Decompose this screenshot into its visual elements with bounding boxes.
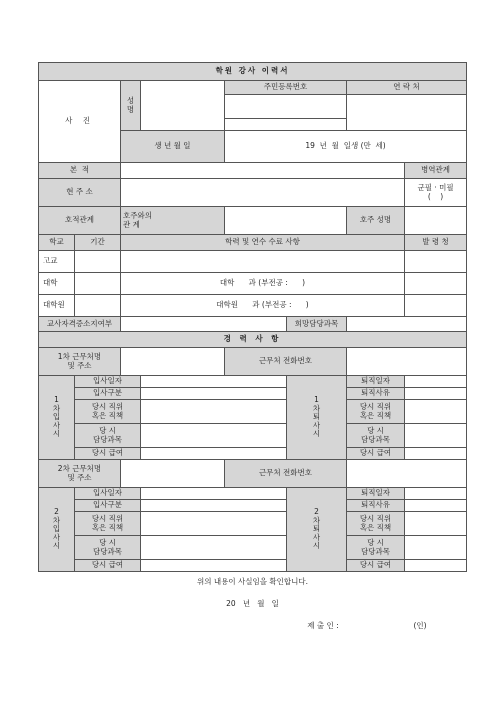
address-field[interactable] (121, 179, 405, 207)
family-label: 호적관계 (39, 207, 121, 235)
leave-row-label: 당시 급여 (347, 560, 405, 572)
seal-mark: (인) (413, 621, 427, 631)
phone-field[interactable] (347, 460, 467, 488)
edu-period-field[interactable] (75, 295, 121, 317)
leave-row-label: 당 시 담당과목 (347, 536, 405, 560)
name-label: 성 명 (121, 81, 141, 131)
phone-field[interactable] (347, 348, 467, 376)
confirm-text: 위의 내용이 사실임을 확인합니다. (197, 577, 309, 587)
contact-label: 연 락 처 (347, 81, 467, 95)
leave-row-label: 당 시 담당과목 (347, 424, 405, 448)
edu-school: 대학 (39, 273, 75, 295)
employer-field[interactable] (121, 460, 225, 488)
military-field[interactable] (405, 179, 467, 207)
birth-label: 생 년 월 일 (121, 131, 225, 163)
relation-label: 호주와의 관 계 (121, 207, 225, 235)
edu-issuer-field[interactable] (405, 273, 467, 295)
leave-row-label: 퇴직사유 (347, 500, 405, 512)
join-row-field[interactable] (141, 388, 287, 400)
rrn-field[interactable] (225, 95, 347, 119)
join-row-field[interactable] (141, 424, 287, 448)
employer-label: 1차 근무처명 및 주소 (39, 348, 121, 376)
edu-detail[interactable] (121, 251, 405, 273)
address-label: 현 주 소 (39, 179, 121, 207)
edu-detail[interactable]: 대학 과 (부전공 : ) (121, 273, 405, 295)
subject-label: 희망담당과목 (287, 317, 347, 332)
leave-row-label: 퇴직일자 (347, 376, 405, 388)
join-row-label: 당시 직위 혹은 직책 (75, 512, 141, 536)
leave-row-label: 당시 직위 혹은 직책 (347, 512, 405, 536)
leave-row-field[interactable] (405, 376, 467, 388)
edu-school: 대학원 (39, 295, 75, 317)
join-row-label: 당시 급여 (75, 448, 141, 460)
edu-issuer-field[interactable] (405, 295, 467, 317)
edu-history-header: 학력 및 연수 수료 사항 (121, 235, 405, 251)
join-row-field[interactable] (141, 448, 287, 460)
leave-row-label: 당시 직위 혹은 직책 (347, 400, 405, 424)
submitter-label: 제 출 인 : (307, 621, 339, 631)
career-title: 경 력 사 항 (39, 332, 467, 348)
photo-box[interactable]: 사 진 (39, 81, 121, 163)
edu-period-field[interactable] (75, 273, 121, 295)
name-field[interactable] (141, 81, 225, 131)
edu-school-header: 학교 (39, 235, 75, 251)
join-row-label: 입사구분 (75, 500, 141, 512)
license-field[interactable] (121, 317, 287, 332)
join-row-label: 당 시 담당과목 (75, 536, 141, 560)
birth-value[interactable]: 19 년 월 일생 (만 세) (225, 131, 467, 163)
leave-row-field[interactable] (405, 448, 467, 460)
join-row-label: 당 시 담당과목 (75, 424, 141, 448)
employer-label: 2차 근무처명 및 주소 (39, 460, 121, 488)
join-side-label: 2 차 입 사 시 (39, 488, 75, 572)
join-row-field[interactable] (141, 536, 287, 560)
domicile-field[interactable] (121, 163, 405, 179)
military-options: 군필 · 미필 (417, 182, 454, 192)
contact-field[interactable] (347, 95, 467, 131)
join-row-label: 입사일자 (75, 488, 141, 500)
join-side-label: 1 차 입 사 시 (39, 376, 75, 460)
resume-form (38, 62, 467, 638)
join-row-label: 당시 직위 혹은 직책 (75, 400, 141, 424)
license-label: 교사자격증소지여부 (39, 317, 121, 332)
employer-field[interactable] (121, 348, 225, 376)
edu-issuer-field[interactable] (405, 251, 467, 273)
join-row-label: 입사일자 (75, 376, 141, 388)
phone-label: 근무처 전화번호 (225, 460, 347, 488)
leave-row-field[interactable] (405, 560, 467, 572)
leave-row-field[interactable] (405, 500, 467, 512)
military-label: 병역관계 (405, 163, 467, 179)
leave-row-field[interactable] (405, 488, 467, 500)
join-row-label: 입사구분 (75, 388, 141, 400)
join-row-field[interactable] (141, 500, 287, 512)
leave-row-field[interactable] (405, 424, 467, 448)
submitter-line[interactable] (39, 616, 467, 638)
subject-field[interactable] (347, 317, 467, 332)
leave-row-label: 당시 급여 (347, 448, 405, 460)
edu-school: 고교 (39, 251, 75, 273)
rrn-field-extra[interactable] (225, 119, 347, 131)
rrn-label: 주민등록번호 (225, 81, 347, 95)
leave-row-label: 퇴직일자 (347, 488, 405, 500)
leave-row-field[interactable] (405, 400, 467, 424)
phone-label: 근무처 전화번호 (225, 348, 347, 376)
join-row-field[interactable] (141, 376, 287, 388)
leave-row-label: 퇴직사유 (347, 388, 405, 400)
form-title: 학원 강사 이력서 (39, 63, 467, 81)
join-row-field[interactable] (141, 512, 287, 536)
edu-issuer-header: 발 령 청 (405, 235, 467, 251)
relation-field[interactable] (225, 207, 347, 235)
join-row-field[interactable] (141, 560, 287, 572)
head-name-field[interactable] (405, 207, 467, 235)
join-row-label: 당시 급여 (75, 560, 141, 572)
edu-period-field[interactable] (75, 251, 121, 273)
edu-detail[interactable]: 대학원 과 (부전공 : ) (121, 295, 405, 317)
military-paren: ( ) (427, 191, 444, 201)
leave-side-label: 2 차 퇴 사 시 (287, 488, 347, 572)
leave-row-field[interactable] (405, 512, 467, 536)
leave-row-field[interactable] (405, 536, 467, 560)
domicile-label: 본 적 (39, 163, 121, 179)
edu-period-header: 기간 (75, 235, 121, 251)
leave-row-field[interactable] (405, 388, 467, 400)
head-name-label: 호주 성명 (347, 207, 405, 235)
join-row-field[interactable] (141, 400, 287, 424)
date-text[interactable]: 20 년 월 일 (226, 599, 279, 609)
join-row-field[interactable] (141, 488, 287, 500)
leave-side-label: 1 차 퇴 사 시 (287, 376, 347, 460)
